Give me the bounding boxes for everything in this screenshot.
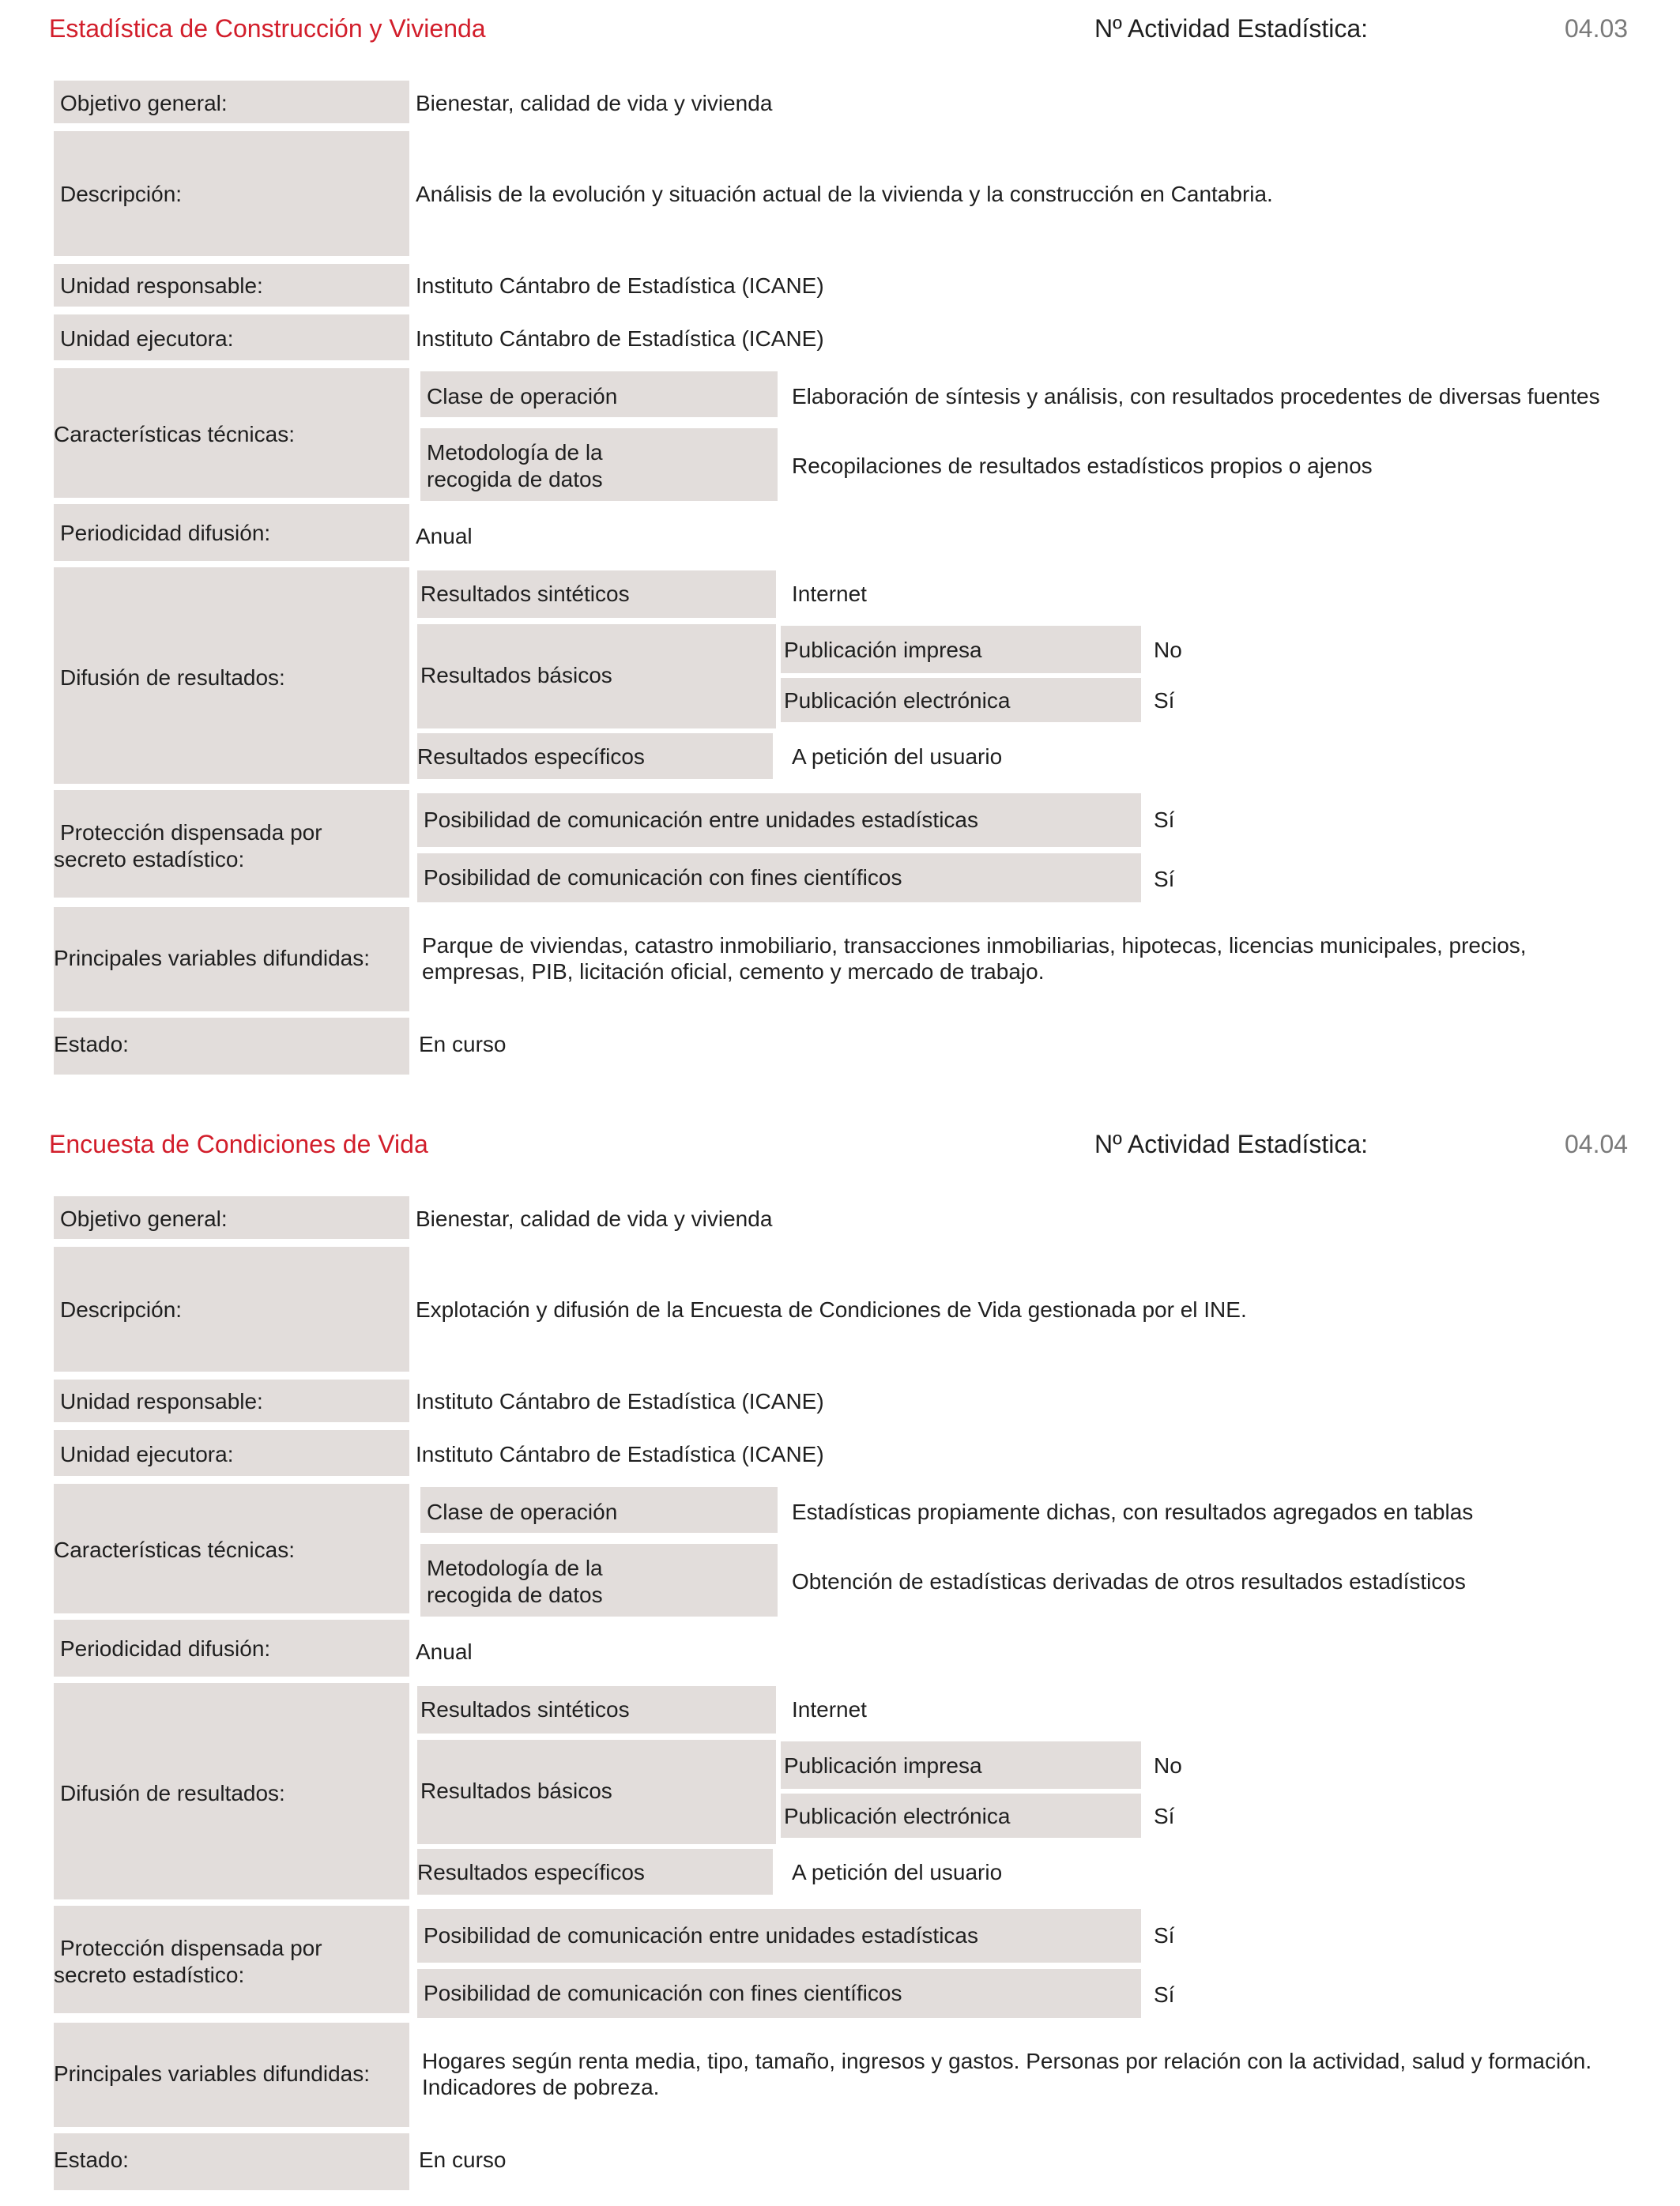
metodologia-label-line2: recogida de datos <box>427 1583 603 1607</box>
clase-label: Clase de operación <box>427 384 618 408</box>
pub-impresa-label: Publicación impresa <box>784 638 982 662</box>
especificos-value: A petición del usuario <box>792 744 1003 769</box>
proteccion-label-line2: secreto estadístico: <box>54 1963 245 1987</box>
activity-record <box>0 1116 1680 2206</box>
sinteticos-value: Internet <box>792 1697 867 1722</box>
objetivo-label: Objetivo general: <box>60 91 228 115</box>
unidad-responsable-value: Instituto Cántabro de Estadística (ICANE) <box>416 1389 824 1414</box>
caracteristicas-label: Características técnicas: <box>54 422 295 446</box>
com-cientificos-label: Posibilidad de comunicación con fines científicos <box>424 1981 902 2005</box>
objetivo-value: Bienestar, calidad de vida y vivienda <box>416 1207 773 1231</box>
variables-value-line1: Hogares según renta media, tipo, tamaño, ingresos y gastos. Personas por relación con la actividad, salud y formación. <box>422 2049 1592 2073</box>
record-title: Estadística de Construcción y Vivienda <box>49 14 486 43</box>
variables-value-line2: empresas, PIB, licitación oficial, cemento y mercado de trabajo. <box>422 959 1045 984</box>
metodologia-label-line2: recogida de datos <box>427 467 603 491</box>
difusion-label: Difusión de resultados: <box>60 1781 285 1805</box>
variables-value-line2: Indicadores de pobreza. <box>422 2075 660 2099</box>
basicos-label: Resultados básicos <box>420 663 612 687</box>
variables-label: Principales variables difundidas: <box>54 2061 370 2086</box>
unidad-ejecutora-value: Instituto Cántabro de Estadística (ICANE) <box>416 326 824 351</box>
descripcion-label: Descripción: <box>60 1297 183 1322</box>
especificos-label: Resultados específicos <box>417 1860 645 1884</box>
activity-number-label: Nº Actividad Estadística: <box>1094 14 1369 43</box>
pub-impresa-label: Publicación impresa <box>784 1753 982 1778</box>
periodicidad-label: Periodicidad difusión: <box>60 1636 271 1661</box>
unidad-responsable-label: Unidad responsable: <box>60 273 263 298</box>
sinteticos-label: Resultados sintéticos <box>420 1697 630 1722</box>
descripcion-value: Análisis de la evolución y situación actual de la vivienda y la construcción en Cantabria. <box>416 182 1273 206</box>
clase-label: Clase de operación <box>427 1500 618 1524</box>
pub-electronica-value: Sí <box>1154 1804 1175 1828</box>
estado-label: Estado: <box>54 2148 129 2172</box>
com-cientificos-value: Sí <box>1154 867 1175 891</box>
periodicidad-value: Anual <box>416 1639 473 1664</box>
unidad-ejecutora-label: Unidad ejecutora: <box>60 326 234 351</box>
sinteticos-value: Internet <box>792 582 867 606</box>
especificos-label: Resultados específicos <box>417 744 645 769</box>
descripcion-label: Descripción: <box>60 182 183 206</box>
pub-electronica-label: Publicación electrónica <box>784 1804 1011 1828</box>
metodologia-value: Recopilaciones de resultados estadísticos propios o ajenos <box>792 454 1373 478</box>
clase-value: Estadísticas propiamente dichas, con resultados agregados en tablas <box>792 1500 1474 1524</box>
sinteticos-label: Resultados sintéticos <box>420 582 630 606</box>
estado-label: Estado: <box>54 1032 129 1056</box>
pub-electronica-label: Publicación electrónica <box>784 688 1011 713</box>
com-unidades-label: Posibilidad de comunicación entre unidades estadísticas <box>424 807 978 832</box>
pub-electronica-value: Sí <box>1154 688 1175 713</box>
objetivo-label: Objetivo general: <box>60 1207 228 1231</box>
difusion-label: Difusión de resultados: <box>60 665 285 690</box>
activity-number-label: Nº Actividad Estadística: <box>1094 1130 1369 1158</box>
unidad-ejecutora-value: Instituto Cántabro de Estadística (ICANE) <box>416 1442 824 1466</box>
com-unidades-value: Sí <box>1154 807 1175 832</box>
metodologia-label-line1: Metodología de la <box>427 1556 603 1580</box>
descripcion-value: Explotación y difusión de la Encuesta de Condiciones de Vida gestionada por el INE. <box>416 1297 1247 1322</box>
com-unidades-value: Sí <box>1154 1923 1175 1948</box>
estado-value: En curso <box>419 1032 507 1056</box>
activity-number: 04.03 <box>1565 14 1629 43</box>
unidad-responsable-label: Unidad responsable: <box>60 1389 263 1414</box>
unidad-ejecutora-label: Unidad ejecutora: <box>60 1442 234 1466</box>
unidad-responsable-value: Instituto Cántabro de Estadística (ICANE) <box>416 273 824 298</box>
pub-impresa-value: No <box>1154 638 1182 662</box>
record-title: Encuesta de Condiciones de Vida <box>49 1130 428 1158</box>
proteccion-label-line2: secreto estadístico: <box>54 847 245 871</box>
periodicidad-value: Anual <box>416 524 473 548</box>
proteccion-label-line1: Protección dispensada por <box>60 820 322 845</box>
com-cientificos-label: Posibilidad de comunicación con fines científicos <box>424 865 902 890</box>
basicos-label: Resultados básicos <box>420 1779 612 1803</box>
com-unidades-label: Posibilidad de comunicación entre unidades estadísticas <box>424 1923 978 1948</box>
periodicidad-label: Periodicidad difusión: <box>60 521 271 545</box>
activity-number: 04.04 <box>1565 1130 1629 1158</box>
variables-value-line1: Parque de viviendas, catastro inmobiliario, transacciones inmobiliarias, hipotecas, licencias municipales, precios, <box>422 933 1527 958</box>
proteccion-label-line1: Protección dispensada por <box>60 1936 322 1960</box>
estado-value: En curso <box>419 2148 507 2172</box>
objetivo-value: Bienestar, calidad de vida y vivienda <box>416 91 773 115</box>
caracteristicas-label: Características técnicas: <box>54 1538 295 1562</box>
especificos-value: A petición del usuario <box>792 1860 1003 1884</box>
metodologia-value: Obtención de estadísticas derivadas de otros resultados estadísticos <box>792 1569 1466 1594</box>
variables-label: Principales variables difundidas: <box>54 946 370 970</box>
pub-impresa-value: No <box>1154 1753 1182 1778</box>
activity-record <box>0 0 1680 1090</box>
clase-value: Elaboración de síntesis y análisis, con resultados procedentes de diversas fuentes <box>792 384 1600 408</box>
com-cientificos-value: Sí <box>1154 1982 1175 2007</box>
metodologia-label-line1: Metodología de la <box>427 440 603 465</box>
